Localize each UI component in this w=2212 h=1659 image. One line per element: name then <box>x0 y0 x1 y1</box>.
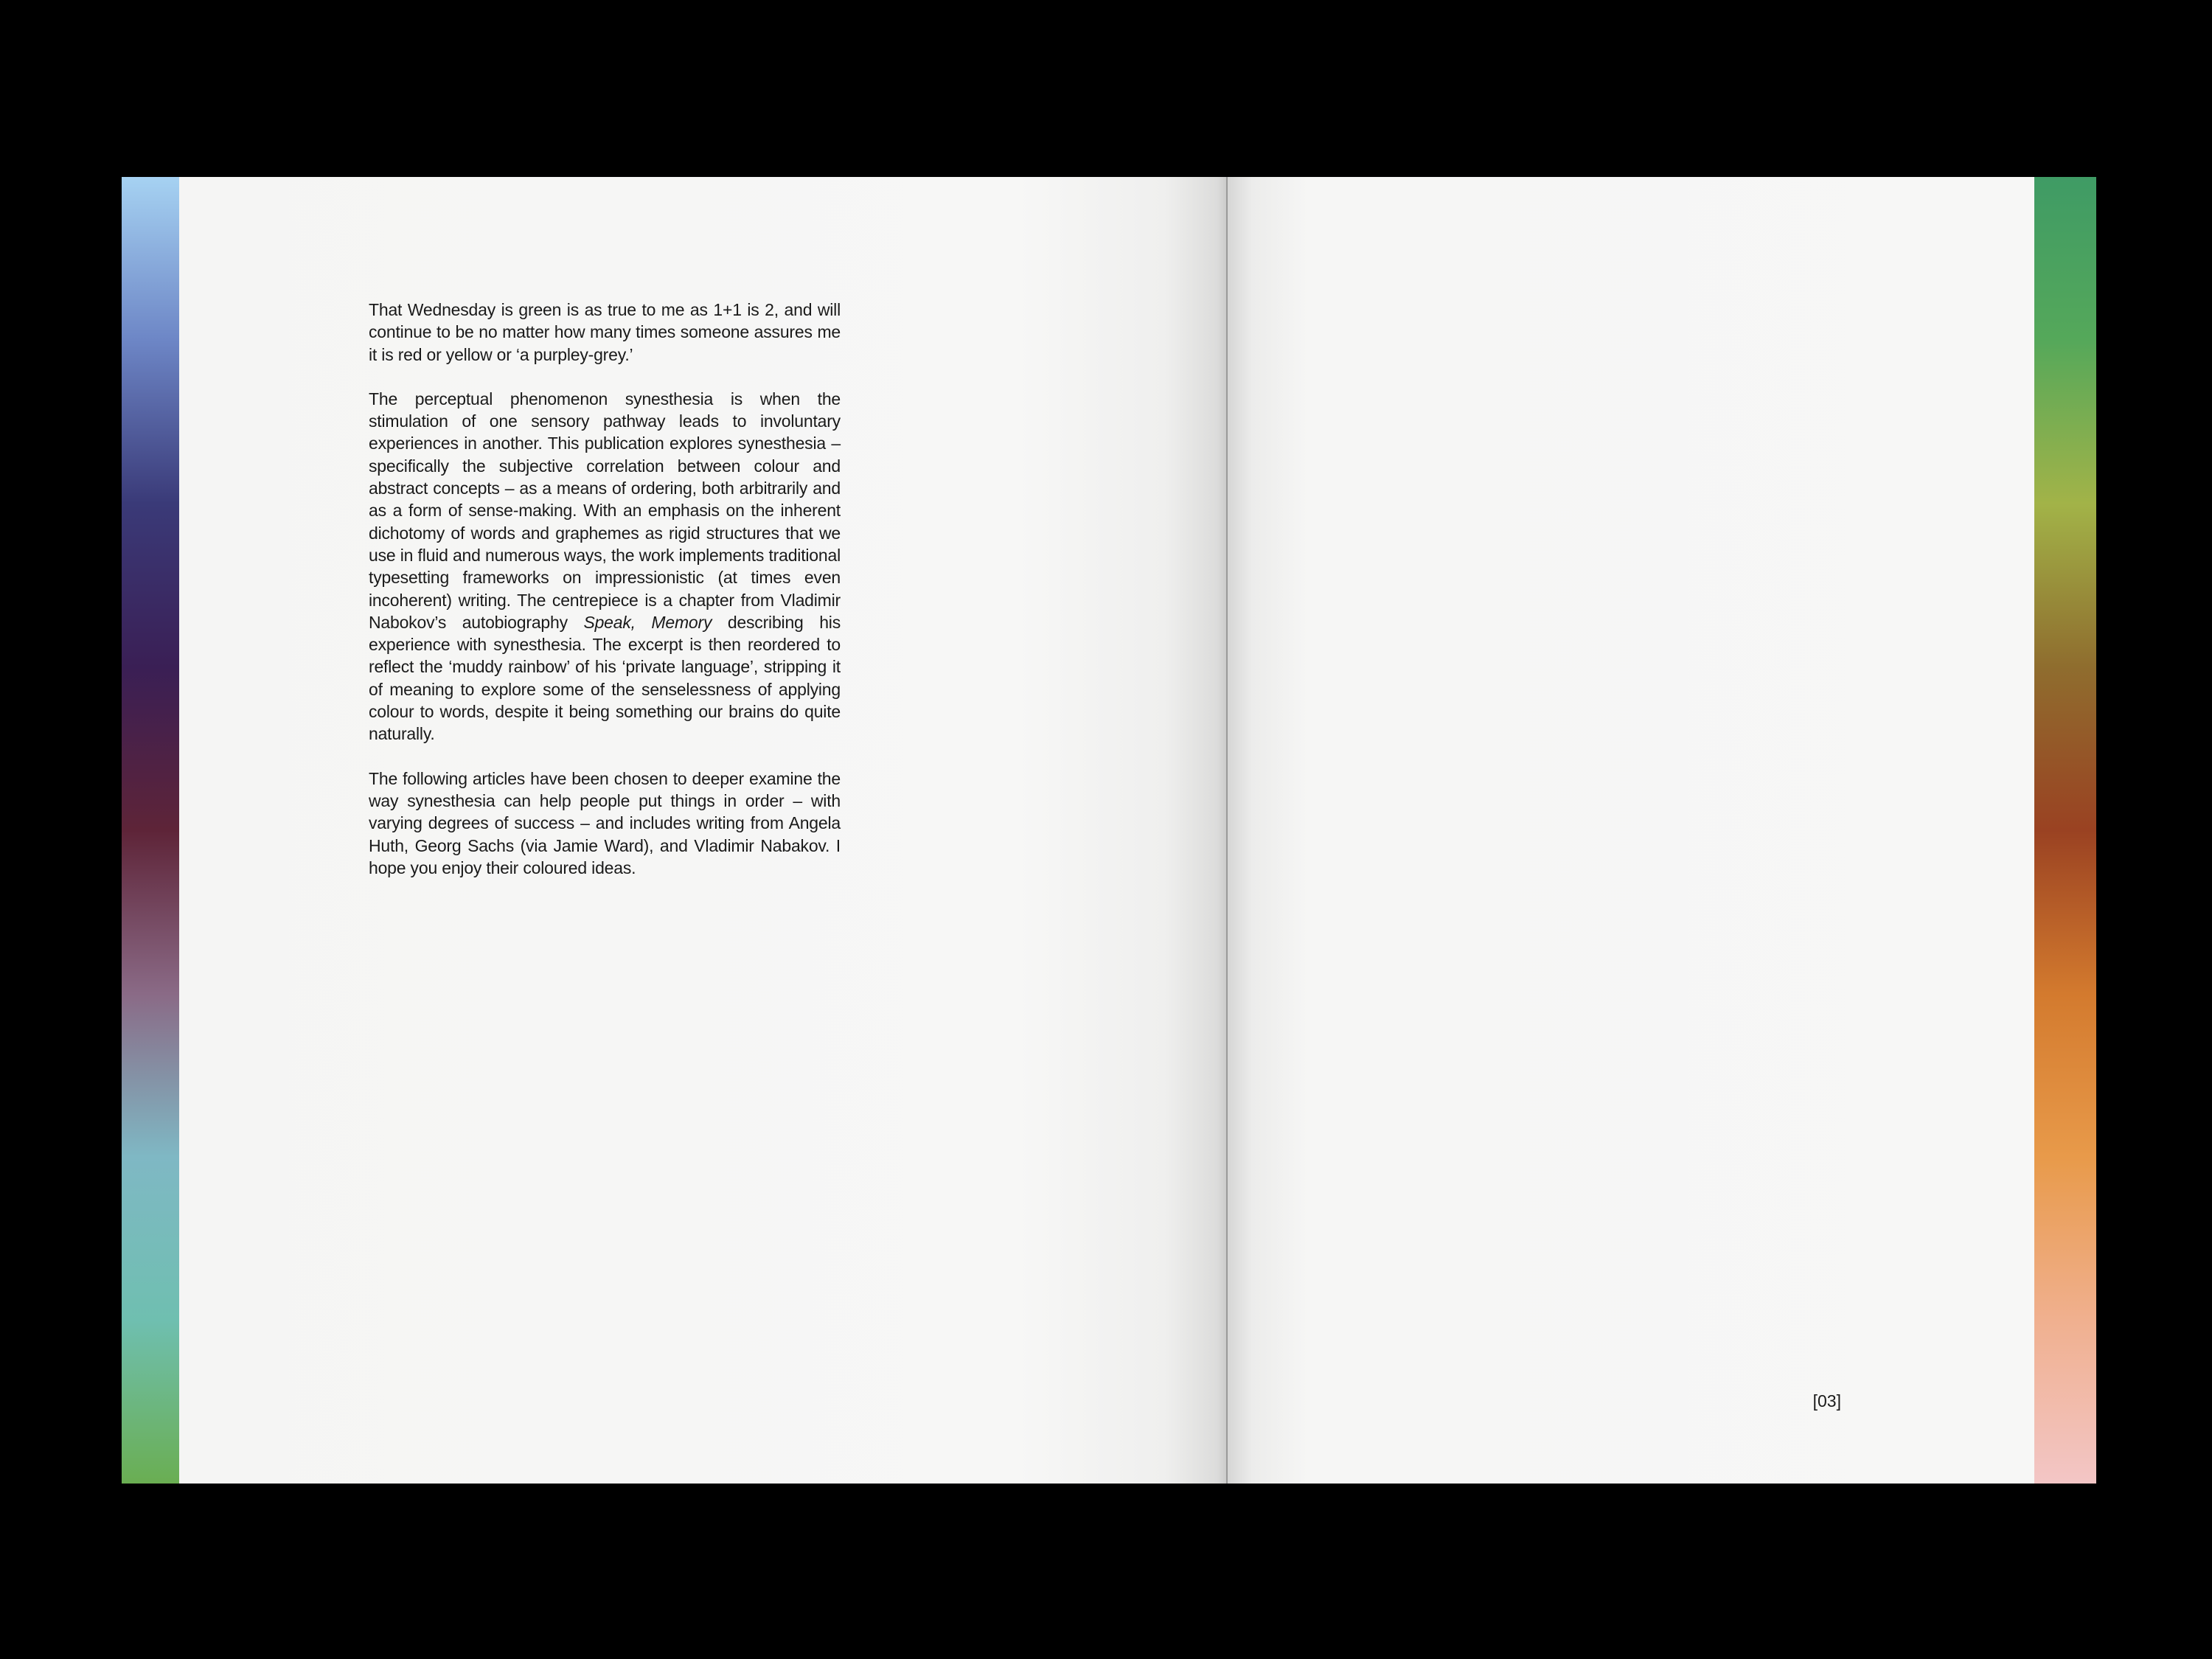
paragraph-synesthesia-part-2: describing his experience with synesthesia. The excerpt is then reordered to reflect the ‘muddy rainbow’ of his ‘private language’, stripping it of meaning to explore some of the senselessness of applying colour to words, despite it being something our brains do quite naturally. <box>369 612 841 744</box>
paragraph-synesthesia-part-1: The perceptual phenomenon synesthesia is when the stimulation of one sensory pathway leads to involuntary experiences in another. This publication explores synesthesia – specifically the subjective correlation between colour and abstract concepts – as a means of ordering, both arbitrarily and as a form of sense-making. With an emphasis on the inherent dichotomy of words and graphemes as rigid structures that we use in fluid and numerous ways, the work implements traditional typesetting frameworks on impressionistic (at times even incoherent) writing. The centrepiece is a chapter from Vladimir Nabokov’s autobiography <box>369 389 841 632</box>
open-booklet-spread <box>122 177 2096 1484</box>
page-number: [03] <box>1812 1391 1841 1411</box>
paragraph-articles: The following articles have been chosen to deeper examine the way synesthesia can help people put things in order – with varying degrees of success – and includes writing from Angela Huth, Georg Sachs (via Jamie Ward), and Vladimir Nabakov. I hope you enjoy their coloured ideas. <box>369 768 841 877</box>
paragraph-synesthesia <box>369 388 841 745</box>
right-colour-gradient-edge <box>2034 177 2096 1484</box>
book-title: Speak, Memory <box>583 612 712 632</box>
right-page <box>1228 177 2034 1484</box>
body-text-block <box>369 299 841 901</box>
left-page <box>179 177 1228 1484</box>
paragraph-intro: That Wednesday is green is as true to me as 1+1 is 2, and will continue to be no matter how many times someone assures me it is red or yellow or ‘a purpley-grey.’ <box>369 300 841 364</box>
left-colour-gradient-edge <box>122 177 179 1484</box>
